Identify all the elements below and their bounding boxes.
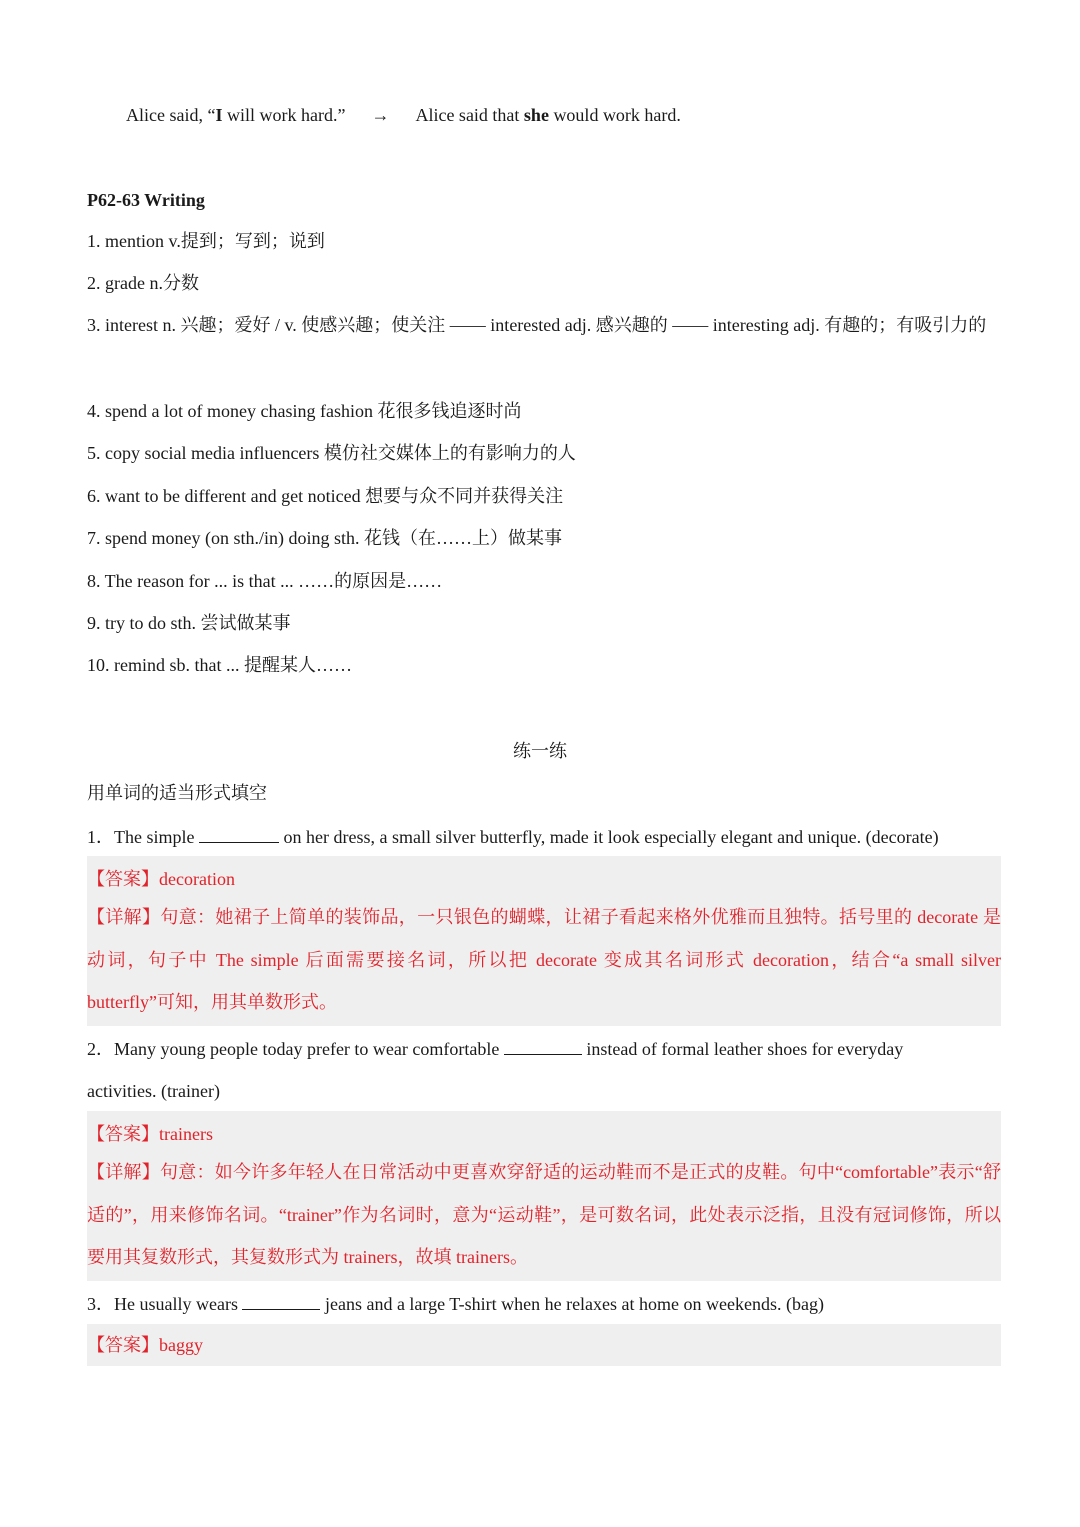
answer-box-1 xyxy=(87,856,1001,1026)
answer-box-2 xyxy=(87,1111,1001,1281)
answer-value: trainers xyxy=(159,1124,213,1144)
section-heading: P62-63 Writing xyxy=(87,190,205,210)
answer-blank xyxy=(242,1291,320,1310)
reported-speech: Alice said that she would work hard. xyxy=(415,105,681,125)
arrow-icon: → xyxy=(371,105,390,125)
answer-label: 【答案】 xyxy=(87,1335,159,1355)
vocab-item: 2. grade n.分数 xyxy=(87,273,199,293)
vocab-item: 9. try to do sth. 尝试做某事 xyxy=(87,613,291,633)
question-2-cont: activities. (trainer) xyxy=(87,1081,220,1101)
vocab-item: 7. spend money (on sth./in) doing sth. 花钱（在……上）做某事 xyxy=(87,528,562,548)
vocab-item: 4. spend a lot of money chasing fashion 花很多钱追逐时尚 xyxy=(87,401,522,421)
vocab-item: 10. remind sb. that ... 提醒某人…… xyxy=(87,655,352,675)
answer-line xyxy=(87,1332,203,1358)
vocab-item: 5. copy social media influencers 模仿社交媒体上的有影响力的人 xyxy=(87,443,576,463)
explain-label: 【详解】 xyxy=(87,907,161,927)
answer-line xyxy=(87,1121,213,1147)
question-3: 3．He usually wears jeans and a large T-shirt when he relaxes at home on weekends. (bag) xyxy=(87,1291,824,1317)
reported-speech-example xyxy=(126,102,681,128)
explanation xyxy=(87,896,1001,1024)
answer-label: 【答案】 xyxy=(87,869,159,889)
question-2: 2．Many young people today prefer to wear comfortable instead of formal leather shoes for everyday xyxy=(87,1036,903,1062)
answer-value: baggy xyxy=(159,1335,203,1355)
practice-title: 练一练 xyxy=(513,741,567,761)
explain-label: 【详解】 xyxy=(87,1162,160,1182)
explain-text: 句意：如今许多年轻人在日常活动中更喜欢穿舒适的运动鞋而不是正式的皮鞋。句中“comfortable”表示“舒适的”，用来修饰名词。“trainer”作为名词时，意为“运动鞋”，是可数名词，此处表示泛指，且没有冠词修饰，所以要用其复数形式，其复数形式为 trainers，故填 trainers。 xyxy=(87,1162,1001,1267)
explain-text: 句意：她裙子上简单的装饰品，一只银色的蝴蝶，让裙子看起来格外优雅而且独特。括号里的 decorate 是动词，句子中 The simple 后面需要接名词，所以把 decorate 变成其名词形式 decoration，结合“a small silver butterfly”可知，用其单数形式。 xyxy=(87,907,1002,1012)
direct-speech: Alice said, “I will work hard.” xyxy=(126,105,346,125)
vocab-item: 1. mention v.提到；写到；说到 xyxy=(87,231,325,251)
answer-blank xyxy=(199,824,279,843)
practice-instruction: 用单词的适当形式填空 xyxy=(87,783,267,803)
answer-blank xyxy=(504,1036,582,1055)
answer-label: 【答案】 xyxy=(87,1124,159,1144)
vocab-item: 3. interest n. 兴趣；爱好 / v. 使感兴趣；使关注 —— interested adj. 感兴趣的 —— interesting adj. 有趣的；有吸引力的 xyxy=(87,315,987,335)
answer-value: decoration xyxy=(159,869,235,889)
question-1: 1．The simple on her dress, a small silver butterfly, made it look especially elegant and unique. (decorate) xyxy=(87,824,939,850)
vocab-item: 6. want to be different and get noticed 想要与众不同并获得关注 xyxy=(87,486,564,506)
explanation xyxy=(87,1151,1001,1279)
answer-line xyxy=(87,866,235,892)
vocab-item: 8. The reason for ... is that ... ……的原因是…… xyxy=(87,571,443,591)
answer-box-3 xyxy=(87,1324,1001,1366)
